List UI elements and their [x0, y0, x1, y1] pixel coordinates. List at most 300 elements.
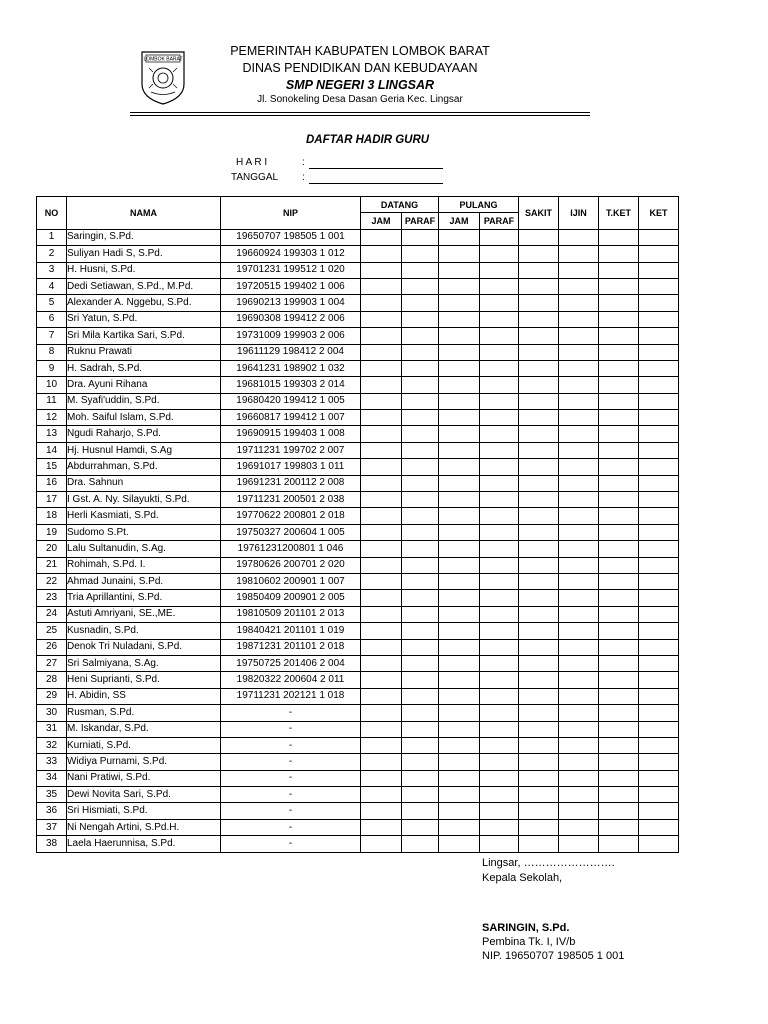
teacher-name: Widiya Purnami, S.Pd.: [67, 754, 221, 770]
teacher-nip: 19731009 199903 2 006: [221, 328, 361, 344]
teacher-nip: 19750725 201406 2 004: [221, 655, 361, 671]
sakit-cell: [519, 524, 559, 540]
ket-cell: [639, 492, 679, 508]
teacher-nip: 19871231 201101 2 018: [221, 639, 361, 655]
teacher-nip: 19711231 199702 2 007: [221, 442, 361, 458]
table-row: [37, 557, 679, 573]
ket-cell: [639, 328, 679, 344]
pulang-jam-cell: [439, 754, 480, 770]
attendance-table: [36, 196, 679, 853]
tket-cell: [599, 262, 639, 278]
teacher-nip: 19690915 199403 1 008: [221, 426, 361, 442]
ijin-cell: [559, 311, 599, 327]
teacher-nip: 19770622 200801 2 018: [221, 508, 361, 524]
sakit-cell: [519, 278, 559, 294]
datang-jam-cell: [361, 393, 402, 409]
tket-cell: [599, 524, 639, 540]
pulang-paraf-cell: [480, 442, 519, 458]
sakit-cell: [519, 639, 559, 655]
ijin-cell: [559, 623, 599, 639]
tket-cell: [599, 819, 639, 835]
row-number: 23: [37, 590, 67, 606]
row-number: 26: [37, 639, 67, 655]
pulang-jam-cell: [439, 819, 480, 835]
table-row: [37, 328, 679, 344]
signer-nip: NIP. 19650707 198505 1 001: [482, 950, 625, 962]
pulang-jam-cell: [439, 442, 480, 458]
teacher-nip: 19641231 198902 1 032: [221, 360, 361, 376]
sakit-cell: [519, 344, 559, 360]
pulang-paraf-cell: [480, 508, 519, 524]
datang-jam-cell: [361, 262, 402, 278]
table-row: [37, 459, 679, 475]
ijin-cell: [559, 672, 599, 688]
pulang-jam-cell: [439, 492, 480, 508]
datang-paraf-cell: [402, 278, 439, 294]
datang-jam-cell: [361, 377, 402, 393]
sakit-cell: [519, 295, 559, 311]
row-number: 34: [37, 770, 67, 786]
ijin-cell: [559, 475, 599, 491]
pulang-paraf-cell: [480, 836, 519, 852]
tket-cell: [599, 508, 639, 524]
ijin-cell: [559, 721, 599, 737]
tket-cell: [599, 557, 639, 573]
table-row: [37, 311, 679, 327]
teacher-nip: 19691231 200112 2 008: [221, 475, 361, 491]
table-row: [37, 803, 679, 819]
header-datang-jam: JAM: [361, 213, 402, 229]
tket-cell: [599, 377, 639, 393]
teacher-nip: 19810509 201101 2 013: [221, 606, 361, 622]
ijin-cell: [559, 705, 599, 721]
pulang-jam-cell: [439, 393, 480, 409]
teacher-name: Suliyan Hadi S, S.Pd.: [67, 246, 221, 262]
datang-jam-cell: [361, 590, 402, 606]
header-tket: T.KET: [599, 197, 639, 230]
pulang-paraf-cell: [480, 475, 519, 491]
ket-cell: [639, 655, 679, 671]
teacher-name: Tria Aprillantini, S.Pd.: [67, 590, 221, 606]
teacher-nip: 19820322 200604 2 011: [221, 672, 361, 688]
pulang-jam-cell: [439, 360, 480, 376]
ijin-cell: [559, 803, 599, 819]
teacher-nip: -: [221, 705, 361, 721]
pulang-jam-cell: [439, 377, 480, 393]
datang-jam-cell: [361, 623, 402, 639]
datang-jam-cell: [361, 819, 402, 835]
pulang-jam-cell: [439, 262, 480, 278]
ket-cell: [639, 344, 679, 360]
row-number: 7: [37, 328, 67, 344]
teacher-nip: 19750327 200604 1 005: [221, 524, 361, 540]
ijin-cell: [559, 541, 599, 557]
sakit-cell: [519, 328, 559, 344]
header-nip: NIP: [221, 197, 361, 230]
teacher-name: Ahmad Junaini, S.Pd.: [67, 573, 221, 589]
sakit-cell: [519, 737, 559, 753]
pulang-jam-cell: [439, 803, 480, 819]
pulang-paraf-cell: [480, 557, 519, 573]
row-number: 9: [37, 360, 67, 376]
tket-cell: [599, 344, 639, 360]
sakit-cell: [519, 557, 559, 573]
teacher-name: Kusnadin, S.Pd.: [67, 623, 221, 639]
teacher-nip: 19660924 199303 1 012: [221, 246, 361, 262]
datang-jam-cell: [361, 705, 402, 721]
tket-cell: [599, 492, 639, 508]
place-date: Lingsar, …………………….: [482, 857, 615, 869]
teacher-name: Lalu Sultanudin, S.Ag.: [67, 541, 221, 557]
header-no: NO: [37, 197, 67, 230]
logo-text: LOMBOK BARAT: [143, 56, 183, 63]
tanggal-colon: :: [302, 172, 305, 183]
table-row: [37, 229, 679, 245]
row-number: 2: [37, 246, 67, 262]
row-number: 16: [37, 475, 67, 491]
pulang-paraf-cell: [480, 688, 519, 704]
teacher-name: Sri Yatun, S.Pd.: [67, 311, 221, 327]
teacher-name: Saringin, S.Pd.: [67, 229, 221, 245]
ket-cell: [639, 508, 679, 524]
sakit-cell: [519, 229, 559, 245]
department-name: DINAS PENDIDIKAN DAN KEBUDAYAAN: [242, 61, 478, 75]
sakit-cell: [519, 672, 559, 688]
row-number: 19: [37, 524, 67, 540]
tket-cell: [599, 475, 639, 491]
table-row: [37, 262, 679, 278]
pulang-jam-cell: [439, 770, 480, 786]
header-divider-top: [130, 112, 590, 113]
ket-cell: [639, 688, 679, 704]
pulang-jam-cell: [439, 426, 480, 442]
row-number: 38: [37, 836, 67, 852]
pulang-jam-cell: [439, 639, 480, 655]
signer-name: SARINGIN, S.Pd.: [482, 922, 570, 934]
tket-cell: [599, 655, 639, 671]
pulang-jam-cell: [439, 672, 480, 688]
ijin-cell: [559, 754, 599, 770]
row-number: 17: [37, 492, 67, 508]
datang-paraf-cell: [402, 590, 439, 606]
pulang-paraf-cell: [480, 328, 519, 344]
pulang-paraf-cell: [480, 492, 519, 508]
pulang-jam-cell: [439, 688, 480, 704]
ijin-cell: [559, 426, 599, 442]
teacher-nip: 19761231200801 1 046: [221, 541, 361, 557]
header-ket: KET: [639, 197, 679, 230]
datang-paraf-cell: [402, 754, 439, 770]
ijin-cell: [559, 787, 599, 803]
row-number: 5: [37, 295, 67, 311]
datang-jam-cell: [361, 524, 402, 540]
ket-cell: [639, 770, 679, 786]
ket-cell: [639, 705, 679, 721]
hari-blank-line: [309, 157, 443, 169]
ket-cell: [639, 524, 679, 540]
datang-jam-cell: [361, 410, 402, 426]
datang-paraf-cell: [402, 787, 439, 803]
ijin-cell: [559, 508, 599, 524]
teacher-name: Rusman, S.Pd.: [67, 705, 221, 721]
ijin-cell: [559, 344, 599, 360]
datang-jam-cell: [361, 737, 402, 753]
ijin-cell: [559, 557, 599, 573]
teacher-name: Ni Nengah Artini, S.Pd.H.: [67, 819, 221, 835]
ket-cell: [639, 672, 679, 688]
teacher-nip: 19701231 199512 1 020: [221, 262, 361, 278]
signer-position: Kepala Sekolah,: [482, 872, 563, 884]
ket-cell: [639, 787, 679, 803]
ijin-cell: [559, 229, 599, 245]
datang-jam-cell: [361, 278, 402, 294]
row-number: 37: [37, 819, 67, 835]
ket-cell: [639, 278, 679, 294]
datang-paraf-cell: [402, 442, 439, 458]
pulang-jam-cell: [439, 459, 480, 475]
pulang-paraf-cell: [480, 573, 519, 589]
teacher-name: Dra. Sahnun: [67, 475, 221, 491]
sakit-cell: [519, 623, 559, 639]
pulang-paraf-cell: [480, 655, 519, 671]
tket-cell: [599, 721, 639, 737]
tket-cell: [599, 688, 639, 704]
document-title: DAFTAR HADIR GURU: [306, 134, 430, 146]
datang-paraf-cell: [402, 819, 439, 835]
table-row: [37, 836, 679, 852]
teacher-name: H. Abidin, SS: [67, 688, 221, 704]
teacher-nip: 19611129 198412 2 004: [221, 344, 361, 360]
teacher-name: Heni Suprianti, S.Pd.: [67, 672, 221, 688]
ket-cell: [639, 426, 679, 442]
tket-cell: [599, 426, 639, 442]
table-row: [37, 590, 679, 606]
tket-cell: [599, 410, 639, 426]
tanggal-blank-line: [309, 172, 443, 184]
pulang-jam-cell: [439, 557, 480, 573]
pulang-paraf-cell: [480, 459, 519, 475]
row-number: 11: [37, 393, 67, 409]
teacher-nip: -: [221, 836, 361, 852]
datang-paraf-cell: [402, 721, 439, 737]
row-number: 10: [37, 377, 67, 393]
datang-jam-cell: [361, 508, 402, 524]
datang-paraf-cell: [402, 655, 439, 671]
teacher-nip: 19720515 199402 1 006: [221, 278, 361, 294]
table-row: [37, 426, 679, 442]
teacher-name: Herli Kasmiati, S.Pd.: [67, 508, 221, 524]
tket-cell: [599, 459, 639, 475]
tket-cell: [599, 573, 639, 589]
table-row: [37, 672, 679, 688]
tket-cell: [599, 705, 639, 721]
tket-cell: [599, 672, 639, 688]
datang-paraf-cell: [402, 557, 439, 573]
sakit-cell: [519, 492, 559, 508]
pulang-paraf-cell: [480, 754, 519, 770]
row-number: 8: [37, 344, 67, 360]
ijin-cell: [559, 655, 599, 671]
pulang-jam-cell: [439, 328, 480, 344]
ijin-cell: [559, 442, 599, 458]
datang-jam-cell: [361, 541, 402, 557]
pulang-paraf-cell: [480, 672, 519, 688]
row-number: 13: [37, 426, 67, 442]
government-name: PEMERINTAH KABUPATEN LOMBOK BARAT: [230, 44, 490, 58]
table-row: [37, 688, 679, 704]
pulang-paraf-cell: [480, 803, 519, 819]
datang-paraf-cell: [402, 836, 439, 852]
datang-jam-cell: [361, 229, 402, 245]
teacher-name: M. Syafi'uddin, S.Pd.: [67, 393, 221, 409]
ket-cell: [639, 639, 679, 655]
teacher-name: Nani Pratiwi, S.Pd.: [67, 770, 221, 786]
teacher-nip: 19711231 202121 1 018: [221, 688, 361, 704]
ket-cell: [639, 737, 679, 753]
tket-cell: [599, 590, 639, 606]
datang-paraf-cell: [402, 229, 439, 245]
table-row: [37, 639, 679, 655]
datang-paraf-cell: [402, 311, 439, 327]
datang-paraf-cell: [402, 688, 439, 704]
tket-cell: [599, 393, 639, 409]
teacher-name: Sri Salmiyana, S.Ag.: [67, 655, 221, 671]
datang-jam-cell: [361, 295, 402, 311]
ket-cell: [639, 442, 679, 458]
teacher-name: Alexander A. Nggebu, S.Pd.: [67, 295, 221, 311]
table-row: [37, 655, 679, 671]
ijin-cell: [559, 573, 599, 589]
teacher-nip: -: [221, 803, 361, 819]
ket-cell: [639, 754, 679, 770]
teacher-nip: 19681015 199303 2 014: [221, 377, 361, 393]
row-number: 14: [37, 442, 67, 458]
pulang-paraf-cell: [480, 229, 519, 245]
teacher-nip: 19780626 200701 2 020: [221, 557, 361, 573]
row-number: 27: [37, 655, 67, 671]
table-row: [37, 442, 679, 458]
tket-cell: [599, 246, 639, 262]
datang-jam-cell: [361, 442, 402, 458]
ijin-cell: [559, 410, 599, 426]
teacher-name: Sri Hismiati, S.Pd.: [67, 803, 221, 819]
teacher-nip: 19810602 200901 1 007: [221, 573, 361, 589]
pulang-jam-cell: [439, 410, 480, 426]
tket-cell: [599, 442, 639, 458]
row-number: 30: [37, 705, 67, 721]
tket-cell: [599, 737, 639, 753]
teacher-name: H. Sadrah, S.Pd.: [67, 360, 221, 376]
row-number: 4: [37, 278, 67, 294]
sakit-cell: [519, 573, 559, 589]
ket-cell: [639, 229, 679, 245]
row-number: 3: [37, 262, 67, 278]
pulang-paraf-cell: [480, 278, 519, 294]
datang-jam-cell: [361, 655, 402, 671]
datang-paraf-cell: [402, 623, 439, 639]
header-ijin: IJIN: [559, 197, 599, 230]
datang-paraf-cell: [402, 672, 439, 688]
ijin-cell: [559, 836, 599, 852]
tket-cell: [599, 295, 639, 311]
table-row: [37, 524, 679, 540]
pulang-jam-cell: [439, 311, 480, 327]
pulang-jam-cell: [439, 590, 480, 606]
row-number: 21: [37, 557, 67, 573]
sakit-cell: [519, 442, 559, 458]
table-row: [37, 295, 679, 311]
tket-cell: [599, 606, 639, 622]
datang-paraf-cell: [402, 410, 439, 426]
ijin-cell: [559, 262, 599, 278]
header-datang-paraf: PARAF: [402, 213, 439, 229]
datang-jam-cell: [361, 836, 402, 852]
teacher-nip: 19650707 198505 1 001: [221, 229, 361, 245]
row-number: 28: [37, 672, 67, 688]
datang-paraf-cell: [402, 459, 439, 475]
tket-cell: [599, 278, 639, 294]
datang-paraf-cell: [402, 426, 439, 442]
pulang-paraf-cell: [480, 426, 519, 442]
header-nama: NAMA: [67, 197, 221, 230]
teacher-name: Dewi Novita Sari, S.Pd.: [67, 787, 221, 803]
tket-cell: [599, 328, 639, 344]
datang-jam-cell: [361, 311, 402, 327]
teacher-nip: 19691017 199803 1 011: [221, 459, 361, 475]
pulang-jam-cell: [439, 606, 480, 622]
row-number: 32: [37, 737, 67, 753]
sakit-cell: [519, 705, 559, 721]
table-row: [37, 721, 679, 737]
teacher-name: Rohimah, S.Pd. I.: [67, 557, 221, 573]
pulang-paraf-cell: [480, 246, 519, 262]
teacher-nip: 19711231 200501 2 038: [221, 492, 361, 508]
pulang-paraf-cell: [480, 524, 519, 540]
datang-paraf-cell: [402, 360, 439, 376]
table-row: [37, 492, 679, 508]
datang-paraf-cell: [402, 508, 439, 524]
ijin-cell: [559, 328, 599, 344]
ijin-cell: [559, 819, 599, 835]
sakit-cell: [519, 262, 559, 278]
table-row: [37, 705, 679, 721]
table-row: [37, 623, 679, 639]
datang-paraf-cell: [402, 492, 439, 508]
pulang-jam-cell: [439, 295, 480, 311]
datang-paraf-cell: [402, 246, 439, 262]
row-number: 22: [37, 573, 67, 589]
pulang-jam-cell: [439, 623, 480, 639]
teacher-name: Ngudi Raharjo, S.Pd.: [67, 426, 221, 442]
teacher-nip: 19680420 199412 1 005: [221, 393, 361, 409]
pulang-jam-cell: [439, 278, 480, 294]
table-row: [37, 737, 679, 753]
pulang-paraf-cell: [480, 787, 519, 803]
row-number: 15: [37, 459, 67, 475]
ijin-cell: [559, 492, 599, 508]
datang-jam-cell: [361, 492, 402, 508]
table-row: [37, 508, 679, 524]
teacher-name: Hj. Husnul Hamdi, S.Ag: [67, 442, 221, 458]
pulang-jam-cell: [439, 705, 480, 721]
pulang-paraf-cell: [480, 360, 519, 376]
table-row: [37, 754, 679, 770]
row-number: 25: [37, 623, 67, 639]
header-pulang: PULANG: [439, 197, 519, 213]
pulang-jam-cell: [439, 573, 480, 589]
ket-cell: [639, 246, 679, 262]
teacher-name: H. Husni, S.Pd.: [67, 262, 221, 278]
